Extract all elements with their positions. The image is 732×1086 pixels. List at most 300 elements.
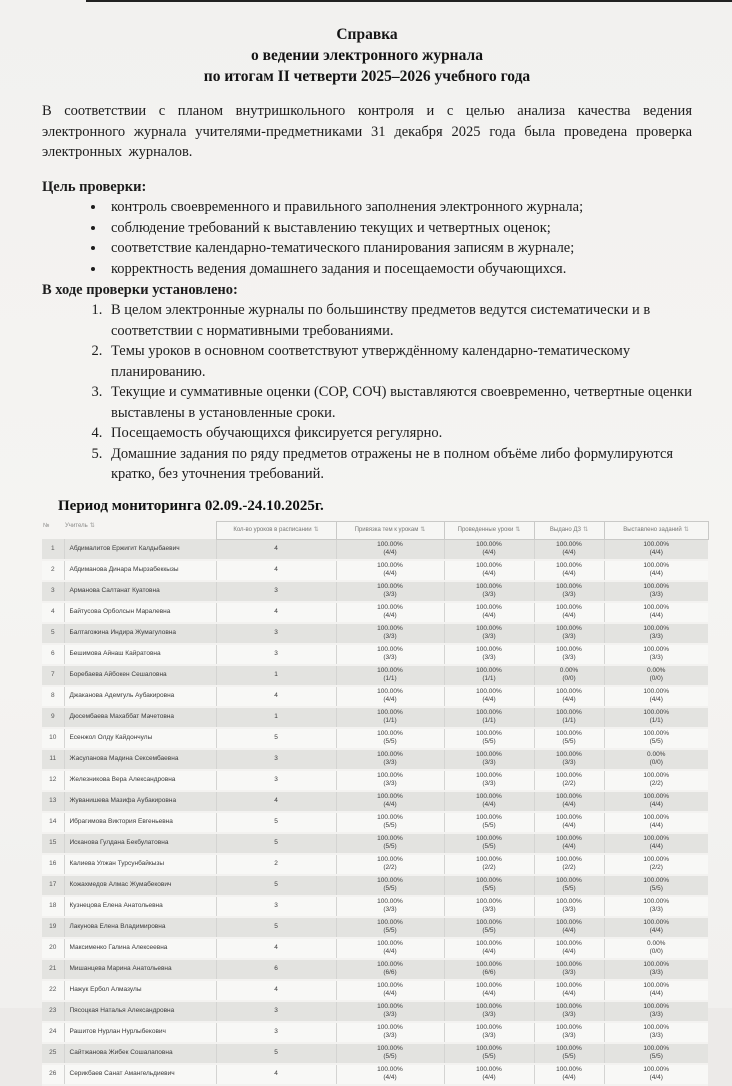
metric-fraction: (0/0) [649,675,663,683]
metric-fraction: (3/3) [649,969,663,977]
metric-fraction: (5/5) [482,843,496,851]
row-number: 9 [42,707,64,728]
col-label: Учитель [65,523,88,529]
metric-fraction: (1/1) [482,675,496,683]
metric-percent: 100.00% [643,1066,670,1074]
teacher-name: Рашитов Нурлан Нурлыбекович [64,1022,216,1043]
metric-percent: 100.00% [377,772,403,780]
metric-percent: 100.00% [556,730,582,738]
metric-fraction: (3/3) [482,759,496,767]
metric-cell [604,602,708,623]
metric-percent: 100.00% [556,982,582,990]
metric-percent: 100.00% [476,940,502,948]
metric-fraction: (3/3) [562,633,576,641]
metric-percent: 100.00% [377,562,403,570]
table-row [42,875,708,896]
metric-cell [604,539,708,560]
metric-percent: 100.00% [643,835,670,843]
metric-percent: 100.00% [556,1045,582,1053]
sort-icon: ⇅ [683,526,689,533]
metric-percent: 100.00% [643,919,670,927]
goal-list [42,197,692,279]
metric-cell [534,644,604,665]
metric-cell [534,854,604,875]
row-number: 25 [42,1043,64,1064]
metric-percent: 100.00% [377,604,403,612]
lessons-count: 3 [216,1022,336,1043]
findings-heading: В ходе проверки установлено: [42,282,238,298]
metric-cell [534,581,604,602]
metric-percent: 100.00% [556,646,582,654]
metric-percent: 100.00% [556,772,582,780]
col-label: № [43,523,50,529]
finding-item: 3. Текущие и суммативные оценки (СОР, СОЧ) выставляются своевременно, четвертные оценки выставлены в установленные сроки. [106,382,692,423]
metric-percent: 100.00% [377,730,403,738]
metric-cell [534,875,604,896]
metric-cell [336,854,444,875]
goal-item: • соблюдение требований к выставлению текущих и четвертных оценок; [106,218,692,239]
metric-fraction: (3/3) [649,1011,663,1019]
goal-item: • контроль своевременного и правильного заполнения электронного журнала; [106,197,692,218]
metric-percent: 100.00% [377,1045,403,1053]
metric-percent: 0.00% [647,667,666,675]
teacher-name: Лакунова Елена Владимировна [64,917,216,938]
metric-fraction: (4/4) [649,1074,663,1082]
metric-percent: 100.00% [556,604,582,612]
metric-fraction: (3/3) [649,1032,663,1040]
metric-cell [604,938,708,959]
metric-fraction: (4/4) [383,948,397,956]
teacher-name: Есенжол Олду Кайдончулы [64,728,216,749]
metric-fraction: (4/4) [649,696,663,704]
metric-cell [534,770,604,791]
lessons-count: 4 [216,1064,336,1085]
metric-cell [444,539,534,560]
row-number: 7 [42,665,64,686]
metric-cell [604,980,708,1001]
lessons-count: 3 [216,644,336,665]
table-row [42,749,708,770]
metric-fraction: (5/5) [383,885,397,893]
metric-percent: 100.00% [476,1045,502,1053]
row-number: 16 [42,854,64,875]
teacher-name: Нажук Ербол Алмазулы [64,980,216,1001]
table-row [42,770,708,791]
title-line-2: о ведении электронного журнала [251,47,483,64]
metric-percent: 100.00% [643,982,670,990]
metric-cell [604,1022,708,1043]
row-number: 6 [42,644,64,665]
metric-cell [336,833,444,854]
lessons-count: 4 [216,938,336,959]
table-row [42,1022,708,1043]
metric-percent: 100.00% [377,961,403,969]
metric-cell [444,854,534,875]
sort-icon: ⇅ [420,526,426,533]
metric-percent: 100.00% [556,793,582,801]
metric-cell [534,707,604,728]
metric-fraction: (4/4) [562,948,576,956]
metric-percent: 100.00% [377,667,403,675]
metric-cell [444,980,534,1001]
metric-percent: 100.00% [377,835,403,843]
col-label: Проведенные уроки [457,526,514,533]
teacher-name: Пясоцкая Наталья Александровна [64,1001,216,1022]
metric-fraction: (5/5) [482,738,496,746]
metric-percent: 100.00% [643,856,670,864]
row-number: 12 [42,770,64,791]
metric-fraction: (2/2) [649,864,663,872]
metric-fraction: (4/4) [482,612,496,620]
metric-percent: 100.00% [556,541,582,549]
metric-percent: 100.00% [556,814,582,822]
metric-cell [604,581,708,602]
metric-cell [534,1064,604,1085]
metric-cell [604,644,708,665]
teacher-name: Дюсембаева Махаббат Мачетовна [64,707,216,728]
metric-cell [604,875,708,896]
metric-percent: 100.00% [556,898,582,906]
table-row [42,560,708,581]
metric-cell [604,833,708,854]
metric-percent: 100.00% [476,1066,502,1074]
metric-cell [604,1001,708,1022]
metric-cell [444,707,534,728]
metric-percent: 100.00% [476,625,502,633]
metric-cell [444,917,534,938]
metric-fraction: (3/3) [649,633,663,641]
sort-icon: ⇅ [515,526,521,533]
metric-percent: 100.00% [643,688,670,696]
metric-cell [336,539,444,560]
metric-fraction: (5/5) [482,1053,496,1061]
metric-cell [604,917,708,938]
metric-percent: 100.00% [643,541,670,549]
metric-fraction: (4/4) [562,570,576,578]
table-row [42,686,708,707]
teachers-table-body [42,539,708,1085]
row-number: 20 [42,938,64,959]
metric-percent: 100.00% [377,688,403,696]
metric-fraction: (2/2) [562,780,576,788]
metric-percent: 100.00% [556,1003,582,1011]
metric-cell [336,686,444,707]
metric-cell [534,623,604,644]
metric-fraction: (0/0) [649,948,663,956]
metric-cell [336,896,444,917]
metric-fraction: (5/5) [482,885,496,893]
metric-percent: 100.00% [643,562,670,570]
metric-fraction: (4/4) [649,843,663,851]
metric-cell [534,959,604,980]
metric-fraction: (4/4) [562,801,576,809]
finding-item: 5. Домашние задания по ряду предметов отражены не в полном объёме либо формулируются кратко, без уточнения требований. [106,444,692,485]
metric-fraction: (3/3) [562,591,576,599]
metric-cell [444,581,534,602]
metric-fraction: (4/4) [482,1074,496,1082]
metric-fraction: (5/5) [383,1053,397,1061]
row-number: 3 [42,581,64,602]
metric-fraction: (4/4) [383,696,397,704]
lessons-count: 5 [216,833,336,854]
metric-percent: 100.00% [643,961,670,969]
lessons-count: 3 [216,749,336,770]
metric-fraction: (4/4) [383,990,397,998]
table-row [42,581,708,602]
metric-fraction: (4/4) [562,843,576,851]
metric-cell [534,896,604,917]
metric-cell [534,917,604,938]
teacher-name: Исканова Гулдана Бекбулатовна [64,833,216,854]
metric-fraction: (5/5) [649,1053,663,1061]
metric-fraction: (4/4) [562,549,576,557]
metric-cell [534,833,604,854]
metric-percent: 100.00% [476,646,502,654]
teacher-name: Бешимова Айнаш Кайратовна [64,644,216,665]
metric-percent: 100.00% [556,961,582,969]
metric-percent: 100.00% [476,562,502,570]
metric-percent: 100.00% [556,688,582,696]
metric-cell [444,728,534,749]
metric-percent: 100.00% [476,688,502,696]
metric-cell [604,728,708,749]
metric-cell [604,812,708,833]
metric-cell [444,959,534,980]
table-row [42,833,708,854]
row-number: 14 [42,812,64,833]
metric-percent: 100.00% [643,730,670,738]
metric-cell [534,1022,604,1043]
metric-cell [534,812,604,833]
metric-cell [604,686,708,707]
table-row [42,1001,708,1022]
metric-percent: 0.00% [559,667,579,675]
metric-fraction: (3/3) [383,591,397,599]
metric-percent: 100.00% [377,625,403,633]
metric-percent: 100.00% [377,709,403,717]
col-label: Выдано ДЗ [549,526,582,533]
metric-percent: 100.00% [377,877,403,885]
table-row [42,1043,708,1064]
lessons-count: 6 [216,959,336,980]
teacher-name: Кожахмедов Алмас Жумабекович [64,875,216,896]
sort-icon: ⇅ [313,526,319,533]
metric-cell [444,644,534,665]
title-line-1: Справка [336,26,398,43]
metric-percent: 100.00% [643,604,670,612]
metric-fraction: (3/3) [562,654,576,662]
goal-heading: Цель проверки: [42,179,147,195]
metric-fraction: (3/3) [383,906,397,914]
metric-fraction: (3/3) [562,1011,576,1019]
metric-fraction: (2/2) [482,864,496,872]
report-title [42,24,692,87]
metric-fraction: (4/4) [649,990,663,998]
metric-percent: 100.00% [643,646,670,654]
metric-fraction: (3/3) [482,906,496,914]
lessons-count: 4 [216,686,336,707]
metric-fraction: (4/4) [482,948,496,956]
lessons-count: 3 [216,1001,336,1022]
metric-cell [444,896,534,917]
teacher-name: Мишанцева Марина Анатольевна [64,959,216,980]
metric-fraction: (3/3) [482,1011,496,1019]
metric-percent: 100.00% [643,709,670,717]
metric-cell [534,1043,604,1064]
metric-cell [336,1043,444,1064]
metric-percent: 100.00% [643,1045,670,1053]
metric-fraction: (5/5) [482,927,496,935]
metric-percent: 100.00% [377,793,403,801]
metric-percent: 100.00% [476,793,502,801]
metric-cell [444,770,534,791]
metric-fraction: (4/4) [383,570,397,578]
metric-percent: 100.00% [377,814,403,822]
metric-fraction: (3/3) [482,654,496,662]
col-header-homework-given [534,521,604,539]
metric-fraction: (5/5) [383,738,397,746]
finding-item: 4. Посещаемость обучающихся фиксируется регулярно. [106,423,692,444]
metric-percent: 100.00% [476,919,502,927]
metric-fraction: (6/6) [383,969,397,977]
metric-fraction: (4/4) [383,612,397,620]
metric-cell [604,665,708,686]
metric-percent: 100.00% [476,709,502,717]
metric-fraction: (3/3) [383,654,397,662]
metric-cell [444,665,534,686]
goal-item: • корректность ведения домашнего задания и посещаемости обучающихся. [106,259,692,280]
metric-percent: 100.00% [476,541,502,549]
metric-fraction: (3/3) [649,591,663,599]
table-row [42,896,708,917]
metric-cell [534,1001,604,1022]
teacher-name: Джаканова Адемгуль Аубакировна [64,686,216,707]
metric-cell [336,770,444,791]
metric-fraction: (3/3) [383,1032,397,1040]
lessons-count: 3 [216,896,336,917]
metric-fraction: (3/3) [482,591,496,599]
metric-cell [444,1022,534,1043]
col-label: Привязка тем к урокам [354,526,419,533]
metric-cell [336,623,444,644]
lessons-count: 3 [216,581,336,602]
table-row [42,812,708,833]
metric-fraction: (5/5) [649,885,663,893]
metric-fraction: (1/1) [562,717,576,725]
teacher-name: Арманова Салтанат Куатовна [64,581,216,602]
metric-cell [534,686,604,707]
metric-percent: 100.00% [476,751,502,759]
metric-cell [336,791,444,812]
lessons-count: 4 [216,539,336,560]
metric-percent: 100.00% [476,835,502,843]
metric-percent: 100.00% [556,583,582,591]
metric-cell [336,749,444,770]
metric-fraction: (4/4) [562,696,576,704]
lessons-count: 1 [216,665,336,686]
metric-percent: 100.00% [643,1003,670,1011]
metric-fraction: (1/1) [383,675,397,683]
metric-fraction: (4/4) [562,822,576,830]
metric-cell [444,812,534,833]
metric-cell [336,812,444,833]
row-number: 24 [42,1022,64,1043]
metric-cell [336,560,444,581]
row-number: 19 [42,917,64,938]
metric-fraction: (4/4) [562,927,576,935]
metric-percent: 100.00% [476,667,502,675]
metric-cell [444,623,534,644]
teacher-name: Максименко Галина Алексеевна [64,938,216,959]
table-row [42,707,708,728]
teacher-name: Ибрагимова Виктория Евгеньевна [64,812,216,833]
row-number: 10 [42,728,64,749]
metric-cell [604,770,708,791]
metric-fraction: (3/3) [482,1032,496,1040]
metric-fraction: (4/4) [562,612,576,620]
metric-percent: 100.00% [377,856,403,864]
table-row [42,917,708,938]
metric-cell [336,980,444,1001]
metric-fraction: (4/4) [649,612,663,620]
lessons-count: 5 [216,1043,336,1064]
monitoring-period-heading: Период мониторинга 02.09.-24.10.2025г. [58,497,324,514]
metric-cell [336,1064,444,1085]
metric-fraction: (4/4) [649,822,663,830]
metric-fraction: (3/3) [562,1032,576,1040]
table-row [42,791,708,812]
lessons-count: 5 [216,812,336,833]
metric-fraction: (5/5) [383,822,397,830]
metric-percent: 100.00% [377,940,403,948]
goal-item: • соответствие календарно-тематического планирования записям в журнале; [106,238,692,259]
metric-cell [336,581,444,602]
metric-cell [534,539,604,560]
metric-fraction: (6/6) [482,969,496,977]
metric-cell [336,602,444,623]
metric-percent: 100.00% [643,772,670,780]
metric-percent: 100.00% [643,814,670,822]
metric-fraction: (1/1) [383,717,397,725]
lessons-count: 3 [216,623,336,644]
metric-percent: 100.00% [556,835,582,843]
metric-cell [534,560,604,581]
metric-percent: 100.00% [556,709,582,717]
metric-cell [336,665,444,686]
row-number: 4 [42,602,64,623]
metric-fraction: (5/5) [562,738,576,746]
row-number: 1 [42,539,64,560]
sort-icon: ⇅ [89,523,95,529]
metric-percent: 100.00% [556,940,582,948]
metric-percent: 100.00% [556,1066,582,1074]
metric-cell [444,686,534,707]
row-number: 8 [42,686,64,707]
scan-edge-line [86,0,732,2]
table-row [42,854,708,875]
metric-fraction: (4/4) [383,1074,397,1082]
metric-cell [604,854,708,875]
metric-fraction: (4/4) [649,927,663,935]
table-row [42,602,708,623]
col-header-tasks-assigned [604,521,708,539]
metric-fraction: (5/5) [562,885,576,893]
metric-cell [336,875,444,896]
metric-cell [336,644,444,665]
metric-cell [534,728,604,749]
metric-percent: 100.00% [643,793,670,801]
metric-percent: 100.00% [377,646,403,654]
